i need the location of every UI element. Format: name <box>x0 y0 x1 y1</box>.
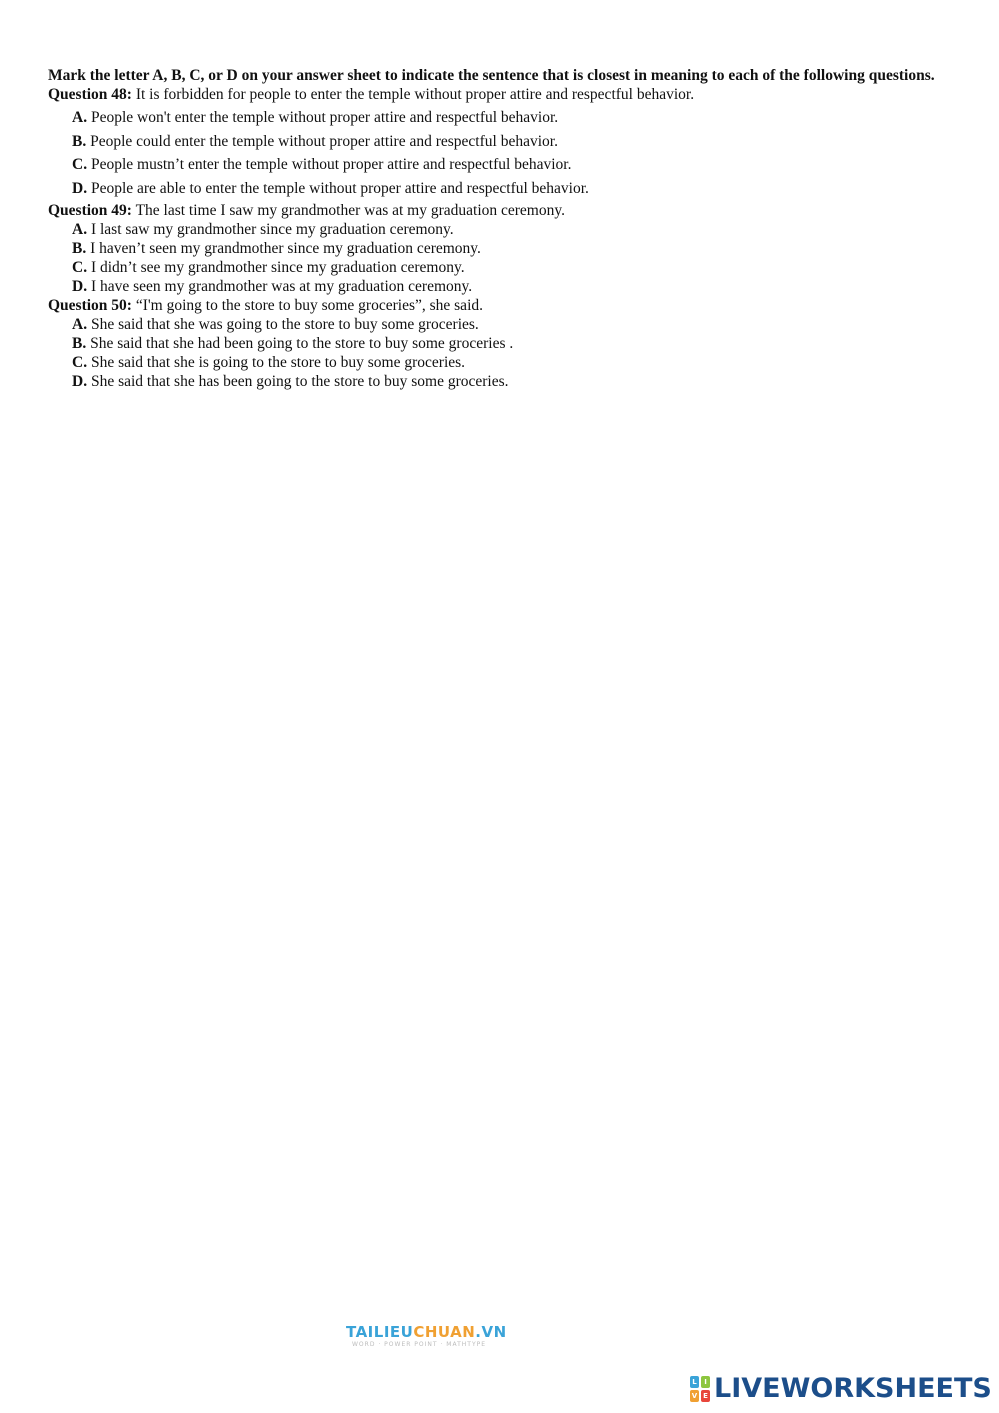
option-text: People mustn’t enter the temple without proper attire and respectful behavior. <box>87 156 572 173</box>
question-stem <box>48 85 958 104</box>
option-b[interactable] <box>48 334 958 353</box>
option-letter: C. <box>72 258 88 276</box>
question-text: The last time I saw my grandmother was at my graduation ceremony. <box>131 201 565 219</box>
tailieuchuan-subtitle: WORD · POWER POINT · MATHTYPE <box>352 1341 487 1348</box>
question-text: “I'm going to the store to buy some groceries”, she said. <box>131 296 483 314</box>
option-text: I didn’t see my grandmother since my graduation ceremony. <box>87 258 465 276</box>
option-letter: C. <box>72 156 88 173</box>
icon-letter-i: I <box>701 1376 710 1388</box>
option-a[interactable] <box>48 220 958 239</box>
option-letter: A. <box>72 109 88 126</box>
option-text: People could enter the temple without proper attire and respectful behavior. <box>86 132 558 150</box>
question-label: Question 49: <box>48 201 132 219</box>
instruction-text: Mark the letter A, B, C, or D on your answer sheet to indicate the sentence that is closest in meaning to each of the following questions. <box>48 67 935 84</box>
option-text: I haven’t seen my grandmother since my graduation ceremony. <box>86 239 481 257</box>
question-49 <box>48 201 958 296</box>
question-48 <box>48 85 958 198</box>
brand-part-2: CHUAN <box>413 1323 476 1341</box>
icon-letter-v: V <box>691 1392 698 1400</box>
option-b[interactable] <box>48 132 958 151</box>
option-text: She said that she has been going to the store to buy some groceries. <box>87 372 509 390</box>
brand-part-3: .VN <box>475 1323 507 1341</box>
question-label: Question 50: <box>48 296 132 314</box>
option-a[interactable] <box>48 108 958 127</box>
liveworksheets-icon <box>690 1376 710 1402</box>
option-c[interactable] <box>48 353 958 372</box>
option-letter: D. <box>72 277 88 295</box>
option-letter: D. <box>72 179 88 197</box>
option-a[interactable] <box>48 315 958 334</box>
option-list <box>48 220 958 296</box>
tailieuchuan-watermark-logo <box>346 1323 546 1351</box>
option-text: I last saw my grandmother since my graduation ceremony. <box>87 220 454 238</box>
option-letter: B. <box>72 132 87 150</box>
liveworksheets-logo[interactable] <box>690 1374 992 1404</box>
option-list <box>48 108 958 198</box>
option-b[interactable] <box>48 239 958 258</box>
question-stem <box>48 296 958 315</box>
option-text: People are able to enter the temple without proper attire and respectful behavior. <box>87 179 589 197</box>
icon-letter-l: L <box>690 1376 699 1388</box>
option-letter: B. <box>72 239 87 257</box>
question-50 <box>48 296 958 391</box>
option-letter: A. <box>72 315 88 333</box>
option-c[interactable] <box>48 155 958 174</box>
option-c[interactable] <box>48 258 958 277</box>
icon-letter-e: E <box>701 1390 710 1402</box>
option-letter: A. <box>72 220 88 238</box>
worksheet-content <box>48 66 958 391</box>
question-stem <box>48 201 958 220</box>
option-letter: C. <box>72 353 88 371</box>
option-d[interactable] <box>48 277 958 296</box>
option-d[interactable] <box>48 179 958 198</box>
brand-part-1: TAILIEU <box>346 1323 414 1341</box>
option-list <box>48 315 958 391</box>
question-text: It is forbidden for people to enter the temple without proper attire and respectful behavior. <box>131 86 695 103</box>
option-text: People won't enter the temple without proper attire and respectful behavior. <box>87 109 559 126</box>
tailieuchuan-brand <box>346 1323 546 1341</box>
option-text: She said that she was going to the store to buy some groceries. <box>87 315 479 333</box>
question-label: Question 48: <box>48 86 132 103</box>
option-text: She said that she is going to the store to buy some groceries. <box>87 353 466 371</box>
liveworksheets-wordmark: LIVEWORKSHEETS <box>714 1373 992 1404</box>
option-letter: D. <box>72 372 88 390</box>
option-d[interactable] <box>48 372 958 391</box>
option-text: She said that she had been going to the store to buy some groceries . <box>86 334 514 352</box>
option-letter: B. <box>72 334 87 352</box>
option-text: I have seen my grandmother was at my graduation ceremony. <box>87 277 473 295</box>
